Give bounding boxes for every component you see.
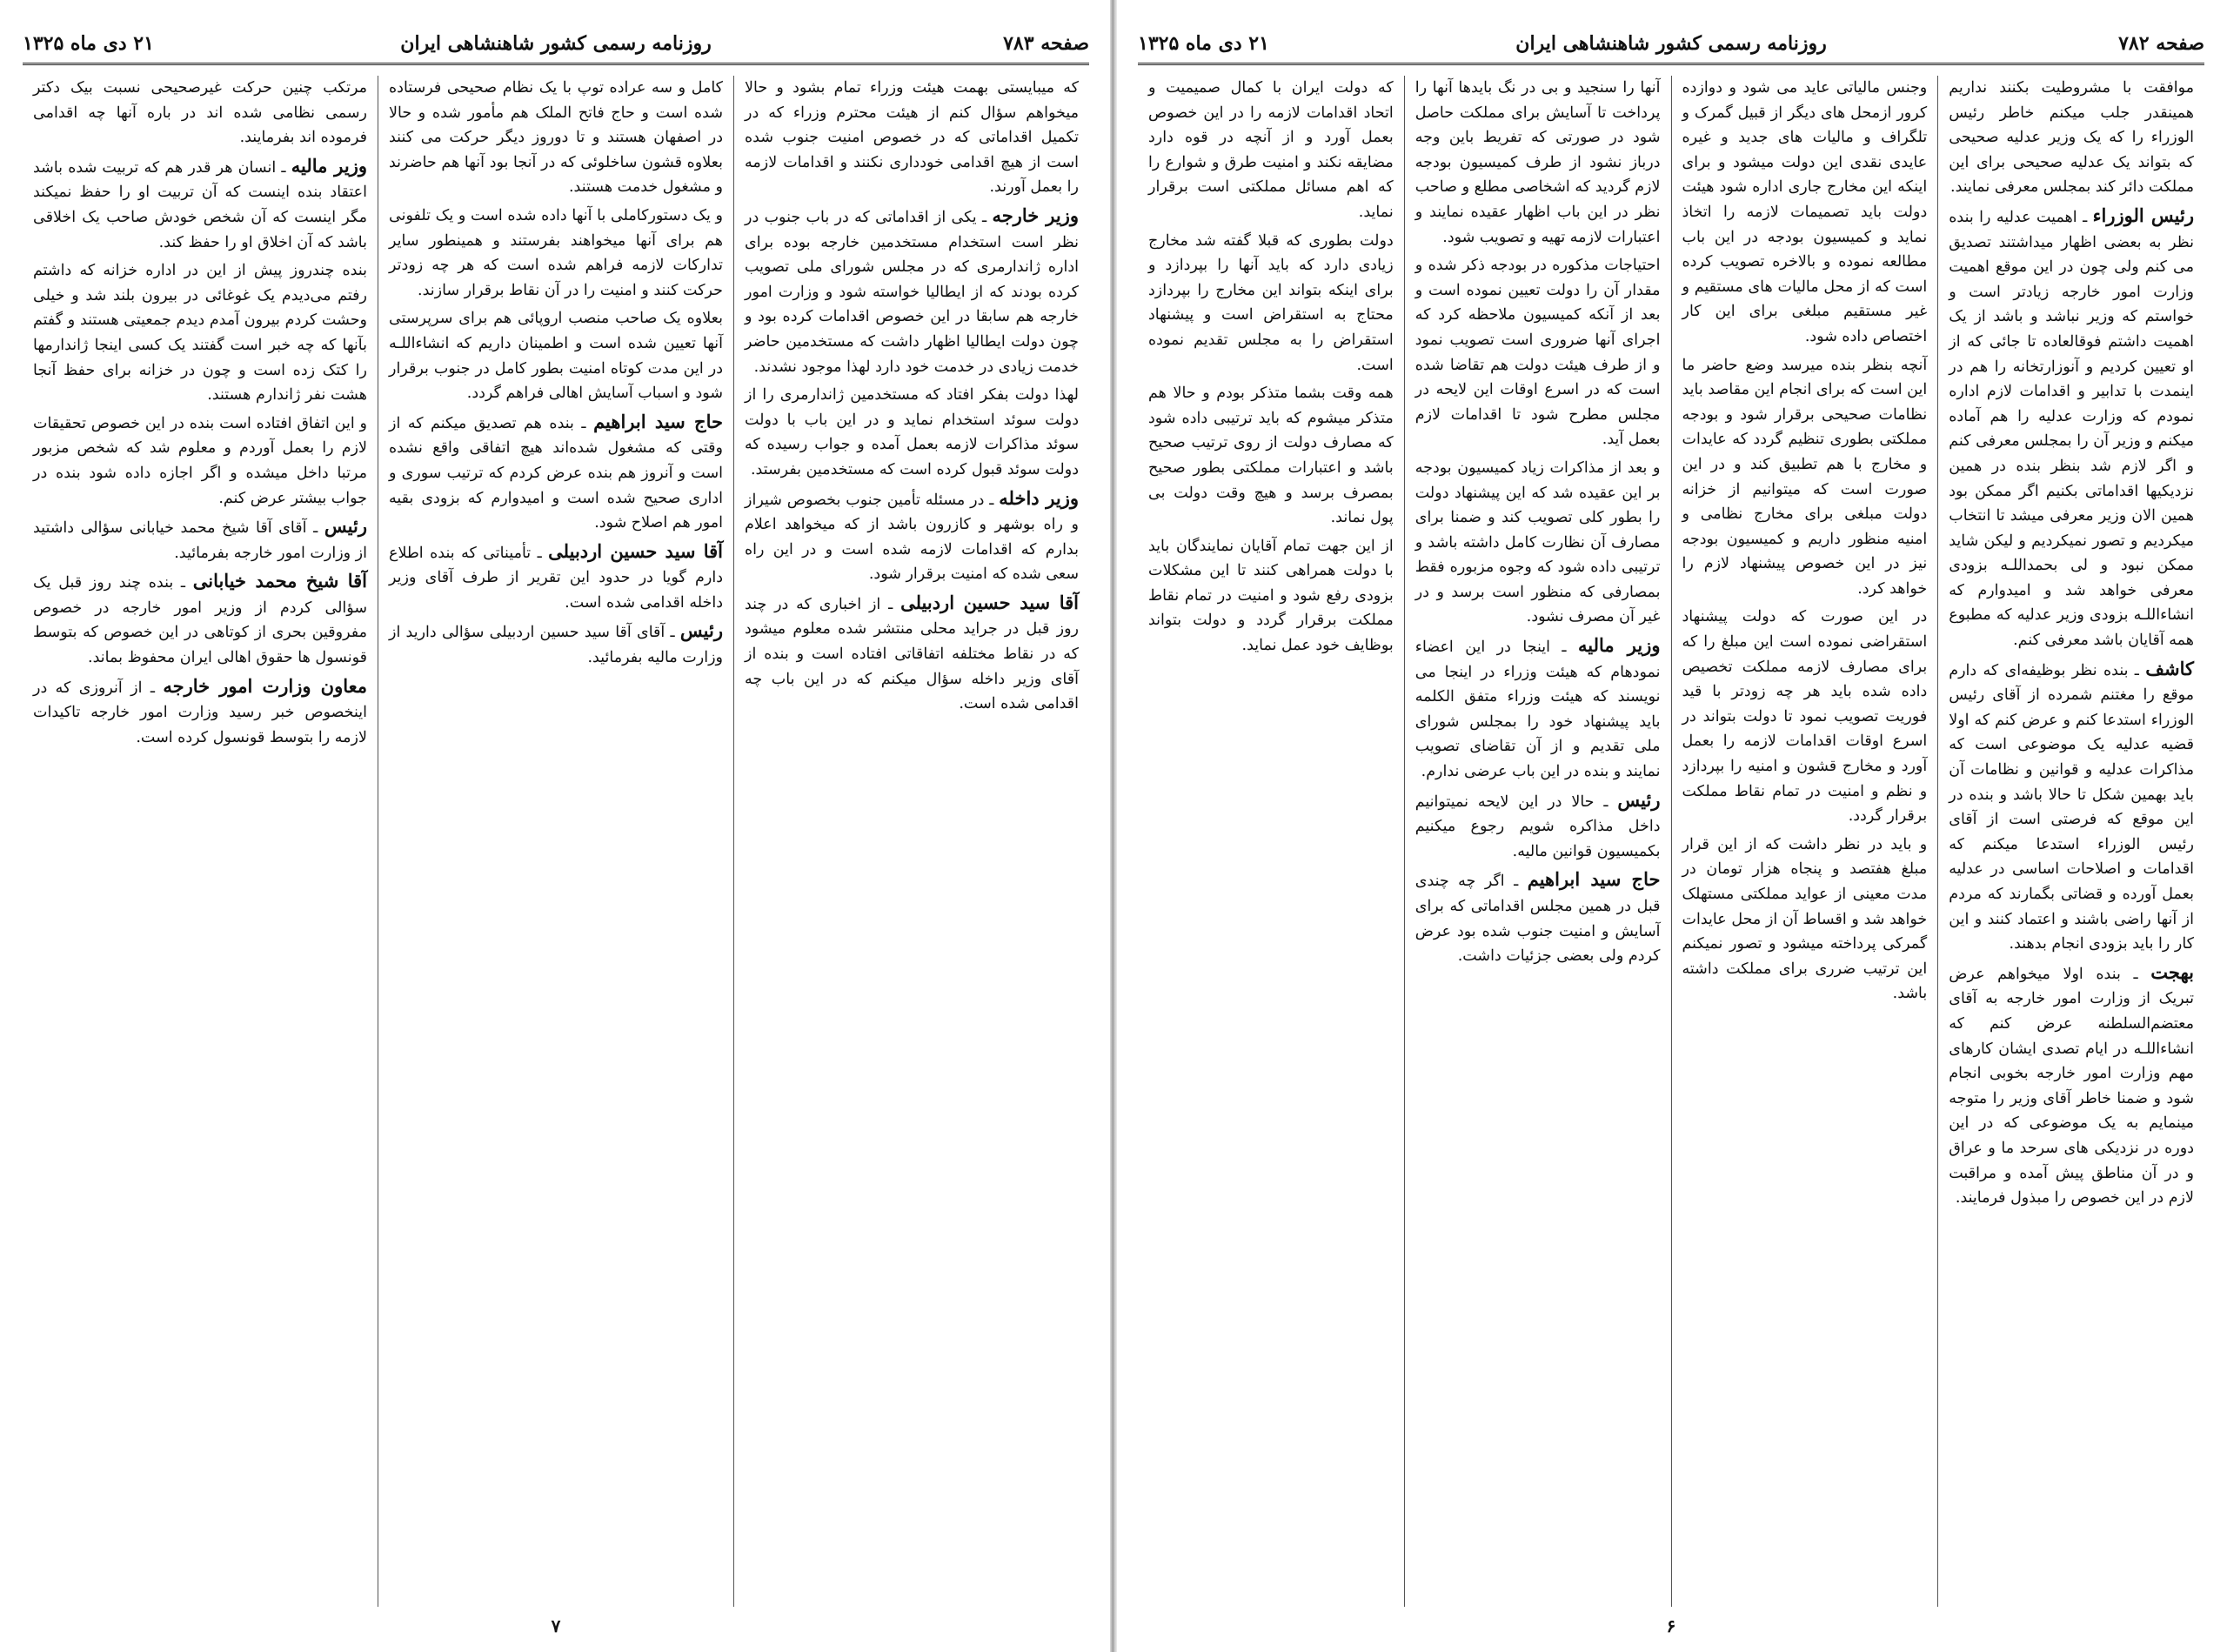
paragraph-text: دولت بطوری که قبلا گفته شد مخارج زیادی دارد که باید آنها را بپردازد و برای اینکه بتواند این مخارج را بپردازد محتاج به استقراض است و پیشنهاد استقراض را به مجلس تقدیم نموده است. — [1148, 231, 1394, 374]
speaker-name: معاون وزارت امور خارجه — [163, 674, 367, 697]
paragraph-text: آقای آقا شیخ محمد خیابانی سؤالی داشتید از وزارت امور خارجه بفرمائید. — [33, 519, 367, 562]
paragraph — [389, 306, 723, 405]
paragraph: حاج سید ابراهیم ـ اگر چه چندی قبل در همین مجلس اقداماتی که برای آسایش و امنیت جنوب شده بود عرض کردم ولی بعضی جزئیات داشت. — [1414, 868, 1661, 966]
speaker-name: آقا سید حسین اردبیلی — [548, 539, 723, 562]
speaker-name: حاج سید ابراهیم — [593, 410, 723, 432]
paragraph: بهجت ـ بنده اولا میخواهم عرض تبریک از وزارت امور خارجه به آقای معتضم‌السلطنه عرض کنم که انشاءاللـه در ایام تصدی ایشان کارهای مهم وزارت امور خارجه بخوبی انجام شود و ضمنا خاطر آقای وزیر را متوجه مینمایم به یک موضوعی که در این دوره در نزدیکی های سرحد ما و عراق و در آن مناطق پیش آمده و مراقبت لازم در این خصوص را مبذول فرمایند. — [1949, 960, 2194, 1207]
text-column — [1671, 76, 1938, 1607]
paragraph-text: بنده هم تصدیق میکنم که از وقتی که مشغول شده‌اند هیچ اتفاقی واقع نشده است و آنروز هم بنده عرض کردم که ترتیب سوری و اداری صحیح شده است و امیدوارم که بزودی بقیه امور هم اصلاح شود. — [389, 414, 723, 532]
paragraph: رئیس ـ آقای آقا سید حسین اردبیلی سؤالی دارید از وزارت مالیه بفرمائید. — [389, 619, 723, 667]
paragraph — [1148, 381, 1394, 531]
speaker-name: وزیر خارجه — [992, 204, 1079, 226]
paragraph: آقا سید حسین اردبیلی ـ تأمیناتی که بنده اطلاع دارم گویا در حدود این تقریر از طرف آقای وزیر داخله اقدامی شده است. — [389, 539, 723, 612]
left-page-footer-number: ۷ — [551, 1615, 561, 1636]
paragraph — [33, 411, 367, 511]
speaker-name: رئیس الوزراء — [2092, 204, 2194, 226]
left-page-columns — [23, 76, 1089, 1607]
speaker-name: رئیس — [1617, 788, 1661, 811]
paragraph — [1682, 833, 1928, 1007]
paragraph-text: از اخباری که در چند روز قبل در جراید محلی منتشر شده معلوم میشود که در نقاط مختلفه اتفاقاتی افتاده است و بنده از آقای وزیر داخله سؤال میکنم که در این باب چه اقدامی شده است. — [745, 595, 1079, 713]
text-column — [1138, 76, 1404, 1607]
paragraph-text: بنده چندروز پیش از این در اداره خزانه که داشتم رفتم می‌دیدم یک غوغائی در بیرون بلند شد و خیلی وحشت کردم بیرون آمدم دیدم جمعیتی هستند و گفتم بآنها که چه خبر است گفتند یک کسی اینجا ژاندارمها را کتک زده است و چون در خزانه برای حفظ آنجا هشت نفر ژاندارم هستند. — [33, 262, 367, 405]
right-page-footer-number: ۶ — [1666, 1615, 1676, 1636]
paragraph: آقا سید حسین اردبیلی ـ از اخباری که در چند روز قبل در جراید محلی منتشر شده معلوم میشود که در نقاط مختلفه اتفاقاتی افتاده است و بنده از آقای وزیر داخله سؤال میکنم که در این باب چه اقدامی شده است. — [745, 591, 1079, 713]
paragraph: کاشف ـ بنده نظر بوظیفه‌ای که دارم موقع را مغتنم شمرده از آقای رئیس الوزراء استدعا کنم و عرض کنم که اولا قضیه عدلیه یک موضوعی است که مذاکرات عدلیه و قوانین و نظامات آن باید بهمین شکل تا حالا باشد و بنده در این موقع که فرصتی است از آقای رئیس الوزراء استدعا میکنم که اقدامات و اصلاحات اساسی در عدلیه بعمل آورده و قضاتی بگمارند که مردم از آنها راضی باشند و اعتماد کنند و این کار را باید بزودی انجام بدهند. — [1949, 657, 2194, 953]
speaker-name: وزیر داخله — [999, 486, 1079, 509]
paragraph — [745, 76, 1079, 200]
paragraph: وزیر داخله ـ در مسئله تأمین جنوب بخصوص شیراز و راه بوشهر و کازرون باشد از که میخواهد اعلام بدارم که اقدامات لازمه شده است و در این راه سعی شده که امنیت برقرار شود. — [745, 486, 1079, 584]
paragraph — [745, 383, 1079, 482]
paragraph-text: و یک دستورکاملی با آنها داده شده است و یک تلفونی هم برای آنها میخواهند بفرستند و همینطور سایر تدارکات لازمه فراهم شده است که هر چه زودتر حرکت کنند و امنیت را در آن نقاط برقرار سازند. — [389, 206, 723, 299]
paragraph — [1415, 456, 1661, 630]
paragraph-text: همه وقت بشما متذکر بودم و حالا هم متذکر میشوم که باید ترتیبی داده شود که مصارف دولت از روی ترتیب صحیح باشد و اعتبارات مملکتی بطور صحیح بمصرف برسد و هیچ وقت دولت بی پول نماند. — [1148, 385, 1394, 527]
paragraph-text: آنچه بنظر بنده میرسد وضع حاضر ما این است که برای انجام این مقاصد باید نظامات صحیحی برقرار شود و بودجه مملکتی بطوری تنظیم گردد که عایدات و مخارج با هم تطبیق کند و در این صورت است که میتوانیم از خزانه دولت مبلغی برای مخارج نظامی و امنیه منظور داریم و کمیسیون بودجه نیز در این خصوص پیشنهاد لازم را خواهد کرد. — [1682, 356, 1928, 598]
left-page-title: روزنامه رسمی کشور شاهنشاهی ایران — [400, 32, 712, 55]
speaker-name: آقا شیخ محمد خیابانی — [192, 570, 367, 592]
paragraph: رئیس ـ حالا در این لایحه نمیتوانیم داخل مذاکره شویم رجوع میکنیم بکمیسیون قوانین مالیه. — [1414, 788, 1661, 860]
speaker-name: حاج سید ابراهیم — [1527, 868, 1661, 891]
paragraph: رئیس ـ آقای آقا شیخ محمد خیابانی سؤالی داشتید از وزارت امور خارجه بفرمائید. — [33, 515, 367, 562]
paragraph-text: و بعد از مذاکرات زیاد کمیسیون بودجه بر این عقیده شد که این پیشنهاد دولت را بطور کلی تصویب کند و ضمنا برای مصارف آن نظارت کامل داشته باشد و ترتیبی داده شود که وجوه مزبوره فقط بمصارفی که منظور است برسد و در غیر آن مصرف نشود. — [1414, 458, 1661, 626]
paragraph-text: بنده اولا میخواهم عرض تبریک از وزارت امور خارجه به آقای معتضم‌السلطنه عرض کنم که انشاءاللـه در ایام تصدی ایشان کارهای مهم وزارت امور خارجه بخوبی انجام شود و ضمنا خاطر آقای وزیر را متوجه مینمایم به یک موضوعی که در این دوره در نزدیکی های سرحد ما و عراق و در آن مناطق پیش آمده و مراقبت لازم در این خصوص را مبذول فرمایند. — [1949, 965, 2194, 1207]
paragraph: وزیر مالیه ـ اینجا در این اعضاء نمودهام که هیئت وزراء در اینجا می نویسند که هیئت وزراء متفق الکلمه باید پیشنهاد خود را بمجلس شورای ملی تقدیم و از آن تقاضای تصویب نمایند و بنده در این باب عرضی ندارم. — [1414, 634, 1661, 781]
paragraph-text: از آنروزی که در اینخصوص خبر رسید وزارت امور خارجه تاکیدات لازمه را بتوسط قونسول کرده است. — [33, 679, 367, 746]
left-page — [0, 0, 1112, 1652]
paragraph — [1148, 76, 1394, 225]
paragraph — [1415, 76, 1661, 250]
paragraph-text: اگر چه چندی قبل در همین مجلس اقداماتی که برای آسایش و امنیت جنوب شده بود عرض کردم ولی بعضی جزئیات داشت. — [1414, 873, 1661, 966]
paragraph-text: که دولت ایران با کمال صمیمیت و اتحاد اقدامات لازمه را در این خصوص بعمل آورد و از آنچه در قوه دارد مضایقه نکند و امنیت طرق و شوارع را که اهم مسائل مملکتی است برقرار نماید. — [1148, 79, 1394, 221]
speaker-name: کاشف — [2145, 657, 2194, 679]
paragraph — [389, 76, 723, 200]
text-column — [378, 76, 733, 1607]
left-page-number: صفحه ۷۸۳ — [1003, 32, 1089, 55]
text-column — [1937, 76, 2204, 1607]
left-page-date: ۲۱ دی ماه ۱۳۲۵ — [23, 32, 154, 55]
paragraph — [1415, 253, 1661, 452]
paragraph: آقا شیخ محمد خیابانی ـ بنده چند روز قبل یک سؤالی کردم از وزیر امور خارجه در خصوص مفروقین بحری از کوتاهی در این خصوص که بتوسط قونسول ها حقوق اهالی ایران محفوظ بماند. — [33, 570, 367, 667]
paragraph: معاون وزارت امور خارجه ـ از آنروزی که در اینخصوص خبر رسید وزارت امور خارجه تاکیدات لازمه را بتوسط قونسول کرده است. — [33, 674, 367, 746]
paragraph-text: آنها را سنجید و بی در نگ بایدها آنها را پرداخت تا آسایش برای مملکت حاصل شود در صورتی که تفریط باین وجه درباز نشود از طرف کمیسیون بودجه لازم گردید که اشخاصی مطلع و صاحب نظر در این باب اظهار عقیده نمایند و اعتبارات لازمه تهیه و تصویب شود. — [1414, 79, 1661, 246]
speaker-name: آقا سید حسین اردبیلی — [900, 591, 1079, 613]
paragraph — [389, 204, 723, 303]
paragraph-text: انسان هر قدر هم که تربیت شده باشد اعتقاد بنده اینست که آن تربیت او را حفظ نمیکند مگر اینست که آن شخص خودش صاحب یک اخلاقی باشد که آن اخلاق او را حفظ کند. — [33, 158, 367, 251]
paragraph-text: وجنس مالیاتی عاید می شود و دوازده کرور ازمحل های دیگر از قبیل گمرک و تلگراف و مالیات های جدید و غیره عایدی نقدی این دولت میشود و برای اینکه این مخارج جاری اداره شود هیئت دولت باید تصمیمات لازمه را اتخاذ نماید و کمیسیون بودجه در این باب مطالعه نموده و بالاخره تصویب کرده است که از محل مالیات های مستقیم و غیر مستقیم مبلغی برای این کار اختصاص داده شود. — [1682, 79, 1928, 345]
paragraph-text: اهمیت عدلیه را بنده نظر به بعضی اظهار میداشتند تصدیق می کنم ولی چون در این موقع اهمیت وزارت امور خارجه زیادتر است و خواستم که وزیر نباشد و باشد از یک اهمیت داشتم فوقالعاده تا جائی که از او تعیین کردیم و آنوزارتخانه را هم در اینمدت با تدابیر و اقدامات لازم اداره نمودم که وزارت عدلیه را هم آماده میکنم و وزیر آن را بمجلس معرفی کنم و اگر لازم شد بنظر بنده در همین نزدیکیها اقداماتی بکنیم اگر ممکن بود همین الان وزیر معرفی میشد تا انتخاب میکردیم و تصور نمیکردیم و لیکن شاید ممکن نبود و لی بحمداللـه بزودی معرفی خواهد شد و امیدوارم که انشاءاللـه بزودی وزیر عدلیه که مطبوع همه آقایان باشد معرفی کنم. — [1949, 208, 2194, 650]
right-page — [1115, 0, 2227, 1652]
paragraph — [1148, 229, 1394, 378]
paragraph — [1682, 76, 1928, 350]
speaker-name: رئیس — [324, 515, 367, 538]
text-column — [1404, 76, 1671, 1607]
speaker-name: بهجت — [2150, 960, 2194, 983]
speaker-name: وزیر مالیه — [291, 154, 368, 177]
paragraph: وزیر خارجه ـ یکی از اقداماتی که در باب جنوب در نظر است استخدام مستخدمین خارجه بوده برای اداره ژاندارمری که در مجلس شورای ملی تصویب کرده بودند که از ایطالیا خواسته شود و وزارت امور خارجه هم سابقا در این خصوص اقدامات کرده بود و چون دولت ایطالیا اظهار داشت که مستخدمین حاضر خدمت زیادی در خدمت خود دارد لهذا موجود نشدند. — [745, 204, 1079, 376]
paragraph-text: تأمیناتی که بنده اطلاع دارم گویا در حدود این تقریر از طرف آقای وزیر داخله اقدامی شده است. — [389, 544, 723, 612]
paragraph-text: بنده نظر بوظیفه‌ای که دارم موقع را مغتنم شمرده از آقای رئیس الوزراء استدعا کنم و عرض کنم که اولا قضیه عدلیه یک موضوعی است که مذاکرات عدلیه و قوانین و نظامات آن باید بهمین شکل تا حالا باشد و بنده در این موقع که فرصتی است از آقای رئیس الوزراء استدعا میکنم که اقدامات و اصلاحات اساسی در عدلیه بعمل آورده و قضاتی بگمارند که مردم از آنها راضی باشند و اعتماد کنند و این کار را باید بزودی انجام بدهند. — [1949, 661, 2194, 953]
paragraph — [33, 76, 367, 150]
right-page-title: روزنامه رسمی کشور شاهنشاهی ایران — [1515, 32, 1827, 55]
paragraph-text: در این صورت که دولت پیشنهاد استقراضی نموده است این مبلغ را که برای مصارف لازمه مملکت تخصیص داده شده باید هر چه زودتر با قید فوریت تصویب نمود تا دولت بتواند در اسرع اوقات اقدامات لازمه را بعمل آورد و مخارج قشون و امنیه را بپردازد و نظم و امنیت در تمام نقاط مملکت برقرار گردد. — [1682, 608, 1928, 826]
paragraph-text: حالا در این لایحه نمیتوانیم داخل مذاکره شویم رجوع میکنیم بکمیسیون قوانین مالیه. — [1414, 793, 1661, 860]
right-page-header — [1138, 24, 2204, 65]
paragraph-text: بعلاوه یک صاحب منصب اروپائی هم برای سرپرستی آنها تعیین شده است و اطمینان داریم که انشاءاللـه در این مدت کوتاه امنیت بطور کامل در جنوب برقرار شود و اسباب آسایش اهالی فراهم گردد. — [389, 310, 723, 403]
text-column — [733, 76, 1089, 1607]
paragraph — [33, 258, 367, 408]
paragraph-text: اینجا در این اعضاء نمودهام که هیئت وزراء در اینجا می نویسند که هیئت وزراء متفق الکلمه باید پیشنهاد خود را بمجلس شورای ملی تقدیم و از آن تقاضای تصویب نمایند و بنده در این باب عرضی ندارم. — [1414, 639, 1661, 781]
paragraph-text: و باید در نظر داشت که از این قرار مبلغ هفتصد و پنجاه هزار تومان در مدت معینی از عواید مملکتی مستهلک خواهد شد و اقساط آن از محل عایدات گمرکی پرداخته میشود و تصور نمیکنم این ترتیب ضرری برای مملکت داشته باشد. — [1682, 835, 1928, 1003]
paragraph-text: از این جهت تمام آقایان نمایندگان باید با دولت همراهی کنند تا این مشکلات بزودی رفع شود و امنیت در تمام نقاط مملکت برقرار گردد و دولت بتواند بوظایف خود عمل نماید. — [1148, 537, 1394, 655]
paragraph — [1682, 353, 1928, 602]
paragraph — [1682, 605, 1928, 828]
paragraph-text: موافقت با مشروطیت بکنند نداریم همینقدر جلب میکنم خاطر رئیس الوزراء را که یک وزیر عدلیه صحیحی که بتواند یک عدلیه صحیحی برای این مملکت دائر کند بمجلس معرفی نمایند. — [1949, 79, 2194, 197]
speaker-name: رئیس — [679, 619, 723, 642]
paragraph: وزیر مالیه ـ انسان هر قدر هم که تربیت شده باشد اعتقاد بنده اینست که آن تربیت او را حفظ نمیکند مگر اینست که آن شخص خودش صاحب یک اخلاقی باشد که آن اخلاق او را حفظ کند. — [33, 154, 368, 251]
paragraph-text: لهذا دولت بفکر افتاد که مستخدمین ژاندارمری را از دولت سوئد استخدام نماید و در این باب با دولت سوئد مذاکرات لازمه بعمل آمده و جواب رسیده که دولت سوئد قبول کرده است که مستخدمین بفرستد. — [745, 386, 1079, 478]
paragraph-text: و این اتفاق افتاده است بنده در این خصوص تحقیقات لازم را بعمل آوردم و معلوم شد که شخص مزبور مرتبا داخل میشده و اگر اجازه داده شود بنده در جواب بیشتر عرض کنم. — [33, 414, 367, 507]
paragraph: حاج سید ابراهیم ـ بنده هم تصدیق میکنم که از وقتی که مشغول شده‌اند هیچ اتفاقی واقع نشده است و آنروز هم بنده عرض کردم که ترتیب سوری و اداری صحیح شده است و امیدوارم که بزودی بقیه امور هم اصلاح شود. — [389, 410, 723, 532]
paragraph-text: بنده چند روز قبل یک سؤالی کردم از وزیر امور خارجه در خصوص مفروقین بحری از کوتاهی در این خصوص که بتوسط قونسول ها حقوق اهالی ایران محفوظ بماند. — [33, 574, 367, 667]
paragraph-text: آقای آقا سید حسین اردبیلی سؤالی دارید از وزارت مالیه بفرمائید. — [389, 624, 723, 667]
paragraph-text: احتیاجات مذکوره در بودجه ذکر شده و مقدار آن را دولت تعیین نموده است و بعد از آنکه کمیسیون ملاحظه کرد که اجرای آنها ضروری است تصویب نمود و از طرف هیئت دولت هم تقاضا شده است که در اسرع اوقات این لایحه در مجلس مطرح شود تا اقدامات لازم بعمل آید. — [1414, 257, 1661, 449]
text-column — [23, 76, 378, 1607]
right-page-columns — [1138, 76, 2204, 1607]
speaker-name: وزیر مالیه — [1577, 634, 1661, 657]
paragraph — [1148, 534, 1394, 659]
paragraph-text: در مسئله تأمین جنوب بخصوص شیراز و راه بوشهر و کازرون باشد از که میخواهد اعلام بدارم که اقدامات لازمه شده است و در این راه سعی شده که امنیت برقرار شود. — [745, 491, 1079, 584]
paragraph — [1949, 76, 2194, 200]
paragraph: رئیس الوزراء ـ اهمیت عدلیه را بنده نظر به بعضی اظهار میداشتند تصدیق می کنم ولی چون در این موقع اهمیت وزارت امور خارجه زیادتر است و خواستم که وزیر نباشد و باشد از یک اهمیت داشتم فوقالعاده تا جائی که از او تعیین کردیم و آنوزارتخانه را هم در اینمدت با تدابیر و اقدامات لازم اداره نمودم که وزارت عدلیه را هم آماده میکنم و وزیر آن را بمجلس معرفی کنم و اگر لازم شد بنظر بنده در همین نزدیکیها اقداماتی بکنیم اگر ممکن بود همین الان وزیر معرفی میشد تا انتخاب میکردیم و تصور نمیکردیم و لیکن شاید ممکن نبود و لی بحمداللـه بزودی معرفی خواهد شد و امیدوارم که انشاءاللـه بزودی وزیر عدلیه که مطبوع همه آقایان باشد معرفی کنم. — [1949, 204, 2194, 650]
paragraph-text: کامل و سه عراده توپ با یک نظام صحیحی فرستاده شده است و حاج فاتح الملک هم مأمور شده و حالا در اصفهان هستند و تا دوروز دیگر حرکت می کنند بعلاوه قشون ساخلوئی که در آنجا بود آنها هم حاضرند و مشغول خدمت هستند. — [389, 79, 723, 197]
left-page-header — [23, 24, 1089, 65]
paragraph-text: مرتکب چنین حرکت غیرصحیحی نسبت بیک دکتر رسمی نظامی شده اند در باره آنها چه اقدامی فرموده اند بفرمایند. — [33, 79, 367, 147]
paragraph-text: که میبایستی بهمت هیئت وزراء تمام بشود و حالا میخواهم سؤال کنم از هیئت محترم وزراء که در تکمیل اقداماتی که در خصوص امنیت جنوب شده است از هیچ اقدامی خودداری نکنند و اقدامات لازمه را بعمل آورند. — [745, 79, 1079, 197]
right-page-date: ۲۱ دی ماه ۱۳۲۵ — [1138, 32, 1269, 55]
right-page-number: صفحه ۷۸۲ — [2118, 32, 2204, 55]
paragraph-text: یکی از اقداماتی که در باب جنوب در نظر است استخدام مستخدمین خارجه بوده برای اداره ژاندارمری که در مجلس شورای ملی تصویب کرده بودند که از ایطالیا خواسته شود و وزارت امور خارجه هم سابقا در این خصوص اقدامات کرده بود و چون دولت ایطالیا اظهار داشت که مستخدمین حاضر خدمت زیادی در خدمت خود دارد لهذا موجود نشدند. — [745, 208, 1079, 376]
